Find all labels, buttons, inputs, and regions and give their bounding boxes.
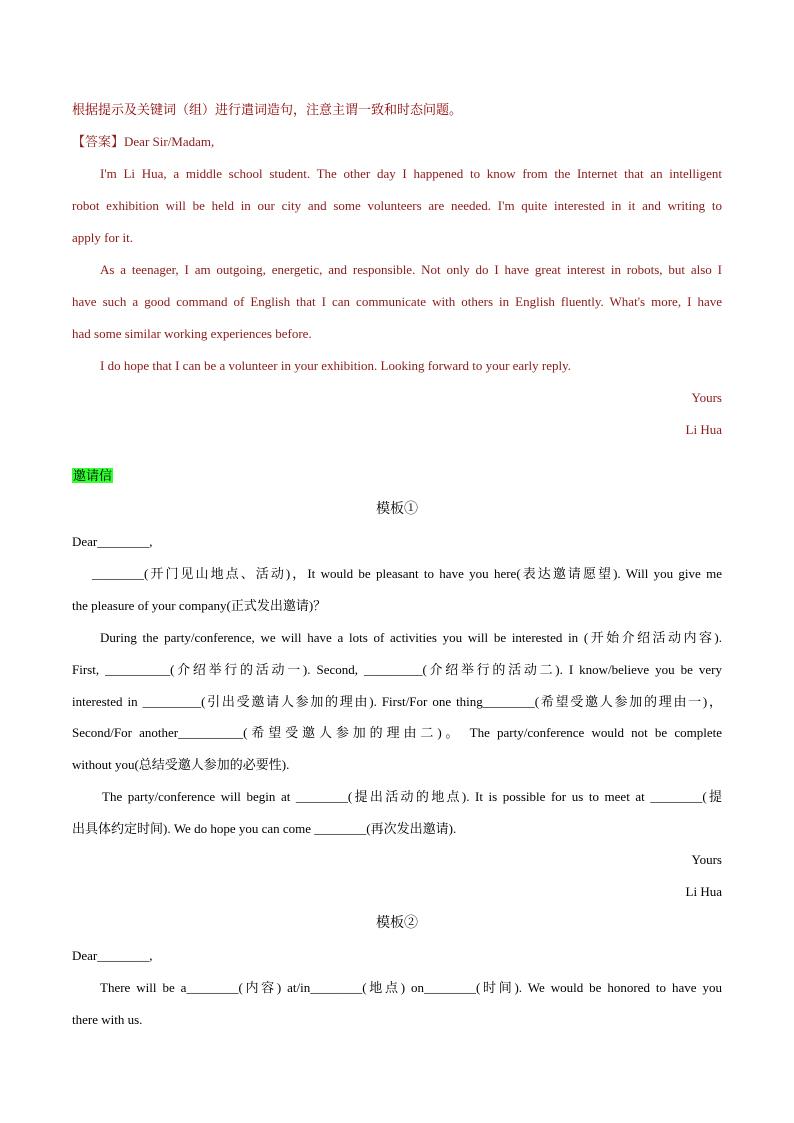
template1-line: ________(开门见山地点、活动)，It would be pleasant to have you here(表达邀请愿望). Will you give me [92,566,722,581]
template2-line: There will be a________(内容) at/in________(地点) on________(时间). We would be honored to have you [100,980,722,995]
answer-paragraph-line: I do hope that I can be a volunteer in your exhibition. Looking forward to your early reply. [100,358,571,373]
answer-paragraph-line: have such a good command of English that I can communicate with others in English fluently. What's more, I have [72,294,722,309]
answer-paragraph-line: had some similar working experiences before. [72,326,312,341]
answer-paragraph-line: robot exhibition will be held in our city and some volunteers are needed. I'm quite interested in it and writing to [72,198,722,213]
template1-line: During the party/conference, we will have a lots of activities you will be interested in (开始介绍活动内容). [100,630,722,645]
instruction-text: 根据提示及关键词（组）进行遣词造句，注意主谓一致和时态问题。 [72,102,463,117]
template1-closing: Yours [691,852,722,867]
template2-title: 模板② [376,916,418,931]
answer-paragraph-line: I'm Li Hua, a middle school student. The other day I happened to know from the Internet that an intelligent [100,166,722,181]
answer-paragraph-line: As a teenager, I am outgoing, energetic, and responsible. Not only do I have great interest in robots, but also I [100,262,722,277]
template1-line: The party/conference will begin at ________(提出活动的地点). It is possible for us to meet at ________(提 [102,789,722,804]
template1-line: interested in _________(引出受邀请人参加的理由). First/For one thing________(希望受邀人参加的理由一)， [72,694,722,709]
template1-signature: Li Hua [685,884,722,899]
template1-title: 模板① [376,502,418,517]
template1-salutation: Dear________, [72,534,153,549]
section-heading [72,467,722,485]
template1-line: Second/For another__________(希望受邀人参加的理由二)。 The party/conference would not be complete [72,725,722,740]
template1-line: First, __________(介绍举行的活动一). Second, _________(介绍举行的活动二). I know/believe you be very [72,662,722,677]
answer-salutation: 【答案】Dear Sir/Madam, [72,134,215,149]
template1-line: without you(总结受邀人参加的必要性). [72,757,290,772]
answer-tag: 【答案】 [72,134,125,149]
answer-closing: Yours [691,390,722,405]
template2-line: there with us. [72,1012,143,1027]
answer-signature: Li Hua [685,422,722,437]
template2-salutation: Dear________, [72,948,153,963]
template1-line: 出具体约定时间). We do hope you can come ________(再次发出邀请). [72,821,457,836]
template1-line: the pleasure of your company(正式发出邀请)？ [72,598,327,613]
answer-paragraph-line: apply for it. [72,230,134,245]
section-label-highlight: 邀请信 [73,468,113,483]
